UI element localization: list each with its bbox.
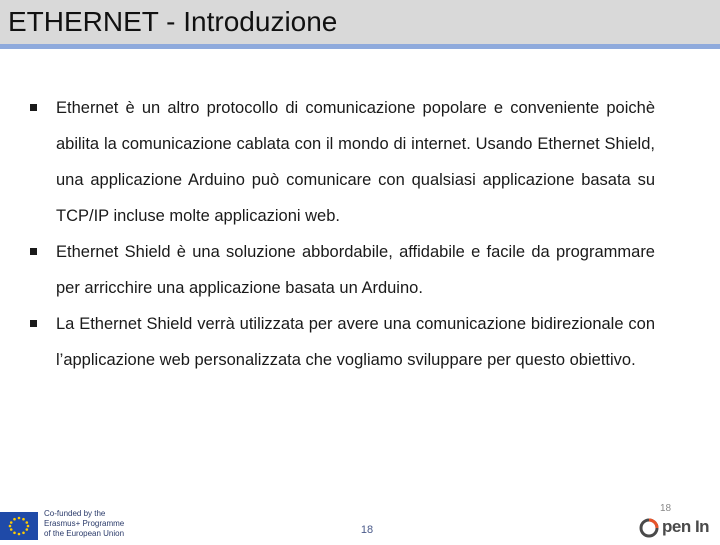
title-underline <box>0 44 720 49</box>
bullet-text: Ethernet Shield è una soluzione abbordabile, affidabile e facile da programmare per arricchire una applicazione basata un Arduino. <box>56 243 655 297</box>
bullet-item <box>30 234 655 306</box>
eu-line-3: of the European Union <box>44 529 125 538</box>
bullet-text: La Ethernet Shield verrà utilizzata per avere una comunicazione bidirezionale con l’applicazione web personalizzata che vogliamo sviluppare per questo obiettivo. <box>56 315 655 369</box>
logo-text: pen In <box>662 517 710 536</box>
bullet-list <box>30 90 655 378</box>
title-bar <box>0 0 720 44</box>
logo-o-icon <box>638 517 660 539</box>
square-bullet-icon <box>30 320 37 327</box>
bullet-item <box>30 306 655 378</box>
corner-slide-number: 18 <box>660 504 672 512</box>
slide-title: ETHERNET - Introduzione <box>8 6 338 37</box>
eu-stars-icon <box>0 512 38 540</box>
eu-flag-icon <box>0 512 38 540</box>
open-in-logo <box>638 516 718 540</box>
page-number: 18 <box>360 524 374 536</box>
bullet-item <box>30 90 655 234</box>
square-bullet-icon <box>30 248 37 255</box>
eu-line-1: Co-funded by the <box>44 509 106 518</box>
square-bullet-icon <box>30 104 37 111</box>
eu-line-2: Erasmus+ Programme <box>44 519 125 528</box>
eu-cofunding-badge <box>0 508 140 540</box>
eu-cofunding-text <box>44 509 144 539</box>
bullet-text: Ethernet è un altro protocollo di comunicazione popolare e conveniente poichè abilita la comunicazione cablata con il mondo di internet. Usando Ethernet Shield, una applicazione Arduino può comunicare con qualsiasi applicazione basata su TCP/IP incluse molte applicazioni web. <box>56 99 655 225</box>
